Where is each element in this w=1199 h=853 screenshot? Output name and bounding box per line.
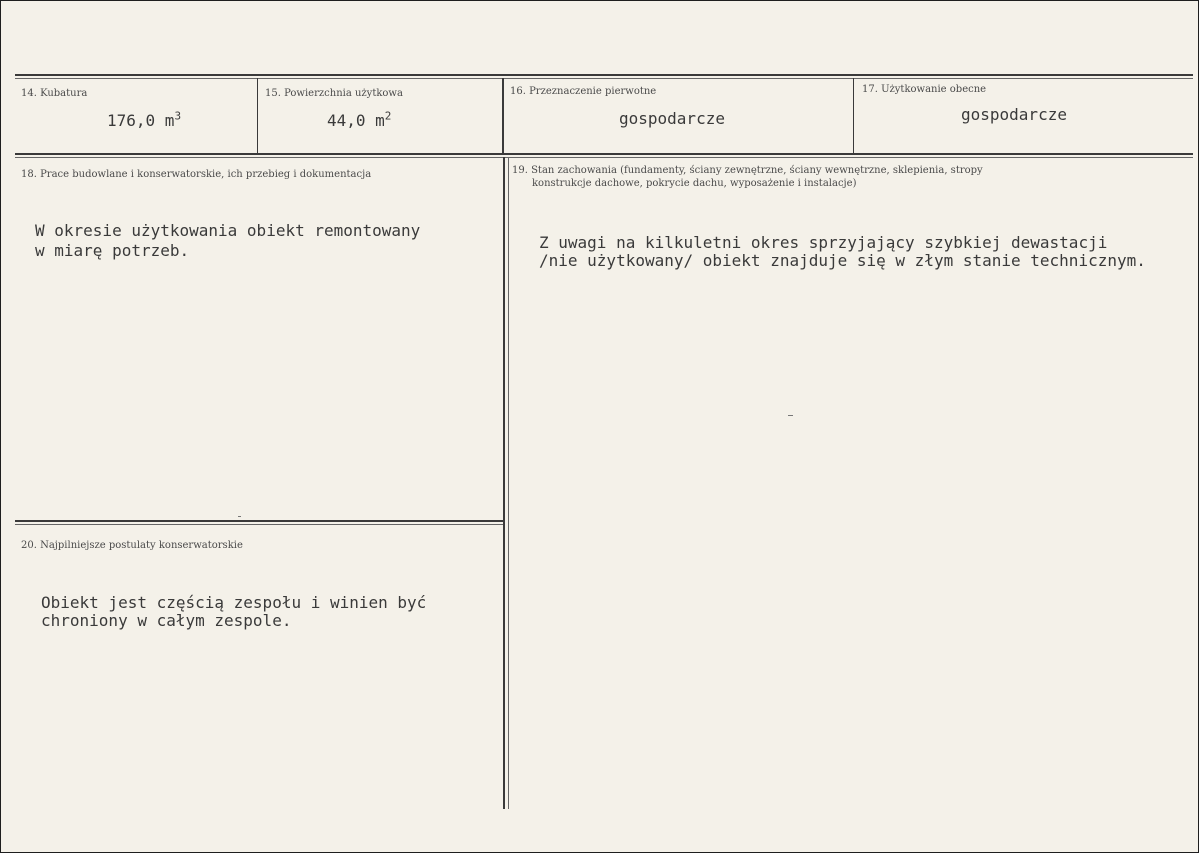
field-14-label: 14. Kubatura (21, 88, 88, 99)
field-16-value: gospodarcze (619, 109, 725, 128)
field-14-number: 176,0 m (107, 111, 175, 130)
field-15-unit-exponent: 2 (384, 109, 392, 123)
section-18-20-rule (15, 520, 503, 522)
field-14-unit-exponent: 3 (174, 109, 182, 123)
field-15-label: 15. Powierzchnia użytkowa (265, 88, 403, 99)
field-17-value: gospodarcze (961, 105, 1067, 124)
field-18-line-1: W okresie użytkowania obiekt remontowany (35, 221, 421, 240)
header-bottom-rule (15, 153, 1193, 155)
field-19-line-2: /nie użytkowany/ obiekt znajduje się w złym stanie technicznym. (539, 251, 1146, 270)
field-18-label: 18. Prace budowlane i konserwatorskie, ich przebieg i dokumentacja (21, 169, 372, 180)
field-15-number: 44,0 m (327, 111, 385, 130)
field-16-label: 16. Przeznaczenie pierwotne (510, 86, 657, 97)
divider-main-inner (508, 157, 509, 809)
field-15-value (327, 111, 391, 131)
section-18-20-rule-inner (15, 524, 503, 525)
paper-speck (788, 415, 793, 416)
field-19-line-1: Z uwagi na kilkuletni okres sprzyjający szybkiej dewastacji (539, 233, 1108, 252)
paper-speck (238, 516, 241, 517)
field-20-line-1: Obiekt jest częścią zespołu i winien być (41, 593, 427, 612)
field-14-value (107, 111, 181, 131)
field-19-label-line-2: konstrukcje dachowe, pokrycie dachu, wyposażenie i instalacje) (532, 178, 857, 189)
field-19-label-line-1: 19. Stan zachowania (fundamenty, ściany zewnętrzne, ściany wewnętrzne, sklepienia, stropy (512, 165, 983, 176)
divider-main (503, 157, 505, 809)
field-18-line-2: w miarę potrzeb. (35, 241, 190, 260)
field-20-line-2: chroniony w całym zespole. (41, 611, 292, 630)
header-top-rule-inner (15, 78, 1193, 79)
divider-16-17 (853, 78, 854, 154)
divider-15-16 (502, 78, 504, 154)
field-20-label: 20. Najpilniejsze postulaty konserwatorskie (21, 540, 243, 551)
header-bottom-rule-inner (15, 157, 1193, 158)
divider-14-15 (257, 78, 258, 154)
header-top-rule (15, 74, 1193, 76)
field-17-label: 17. Użytkowanie obecne (862, 84, 987, 95)
